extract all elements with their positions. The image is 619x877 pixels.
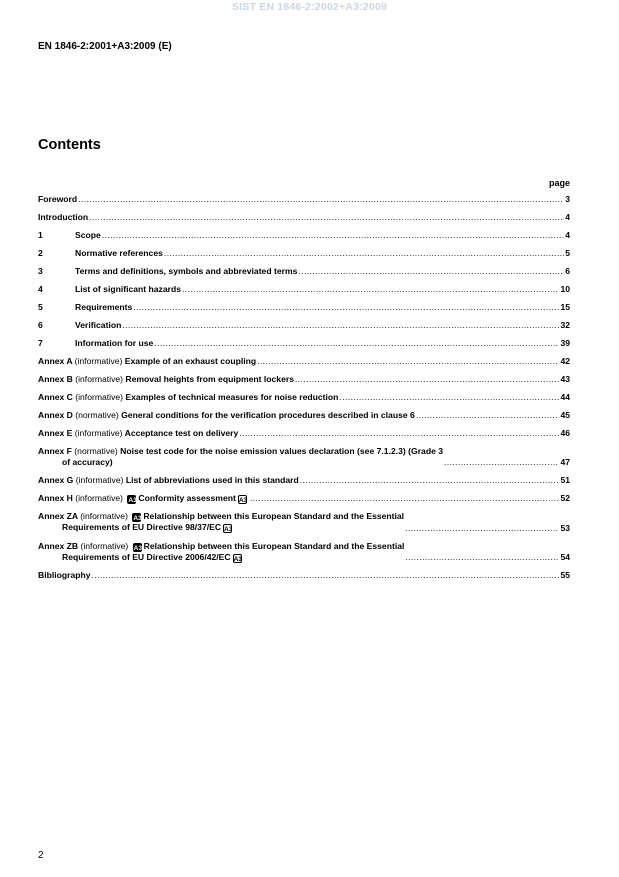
page-number: 2 bbox=[38, 850, 44, 861]
toc-entry-title: Normative references bbox=[75, 248, 163, 258]
toc-entry-introduction[interactable] bbox=[38, 212, 570, 223]
annex-title: Conformity assessment bbox=[138, 492, 236, 503]
contents-heading: Contents bbox=[38, 137, 101, 153]
annex-title-continued bbox=[38, 522, 404, 533]
annex-kind: (informative) bbox=[75, 492, 124, 503]
annex-title-line2: Requirements of EU Directive 2006/42/EC bbox=[62, 551, 231, 562]
toc-entry-information-for-use[interactable] bbox=[38, 338, 570, 349]
annex-kind: (informative) bbox=[74, 428, 123, 438]
toc-entry-page: 45 bbox=[560, 410, 570, 420]
dot-leader bbox=[89, 212, 564, 223]
dot-leader bbox=[444, 457, 559, 468]
toc-entry-number: 5 bbox=[38, 302, 43, 312]
toc-entry-page: 4 bbox=[565, 230, 570, 240]
toc-entry-page: 53 bbox=[560, 522, 570, 533]
toc-entry-title: Information for use bbox=[75, 338, 154, 348]
annex-kind: (normative) bbox=[75, 410, 119, 420]
annex-title-line2: Requirements of EU Directive 98/37/EC bbox=[62, 522, 222, 532]
annex-label: Annex H bbox=[38, 492, 73, 503]
toc-annex-heading bbox=[38, 356, 256, 367]
annex-kind: (informative) bbox=[75, 392, 124, 402]
toc-entry-page: 39 bbox=[560, 338, 570, 348]
toc-annex-heading bbox=[38, 410, 415, 421]
annex-kind: (informative) bbox=[74, 356, 123, 366]
toc-entry-page: 47 bbox=[560, 456, 570, 467]
dot-leader bbox=[250, 493, 560, 504]
toc-entry-title: Terms and definitions, symbols and abbreviated terms bbox=[75, 266, 298, 276]
toc-entry-annex-za[interactable] bbox=[38, 511, 570, 533]
toc-annex-heading bbox=[38, 374, 294, 385]
toc-entry-annex-h[interactable] bbox=[38, 493, 570, 504]
annex-label: Annex G bbox=[38, 474, 74, 485]
toc-entry-number: 2 bbox=[38, 248, 43, 258]
annex-title: General conditions for the verification procedures described in clause 6 bbox=[121, 410, 415, 420]
watermark: SIST EN 1846-2:2002+A3:2009 bbox=[231, 1, 388, 13]
annex-kind: (informative) bbox=[80, 540, 129, 551]
toc-entry-annex-f[interactable] bbox=[38, 446, 570, 467]
toc-entry-annex-e[interactable] bbox=[38, 428, 570, 439]
toc-entry-number: 6 bbox=[38, 320, 43, 330]
toc-annex-heading bbox=[38, 541, 404, 563]
toc-entry-page: 44 bbox=[560, 392, 570, 402]
dot-leader bbox=[416, 410, 560, 421]
document-id: EN 1846-2:2001+A3:2009 (E) bbox=[38, 41, 172, 52]
dot-leader bbox=[122, 320, 559, 331]
dot-leader bbox=[257, 356, 559, 367]
toc-entry-title: List of significant hazards bbox=[75, 284, 182, 294]
annex-title: Relationship between this European Standard and the Essential bbox=[143, 540, 405, 551]
annex-title: Relationship between this European Standard and the Essential bbox=[143, 511, 405, 521]
annex-title: Acceptance test on delivery bbox=[124, 428, 239, 438]
dot-leader bbox=[102, 230, 564, 241]
annex-kind: (informative) bbox=[75, 474, 124, 485]
annex-label: Annex C bbox=[38, 392, 73, 402]
toc-entry-page: 10 bbox=[560, 284, 570, 294]
toc-entry-page: 5 bbox=[565, 248, 570, 258]
toc-entry-page: 4 bbox=[565, 212, 570, 222]
annex-kind: (normative) bbox=[74, 446, 118, 456]
toc-entry-page: 42 bbox=[560, 356, 570, 366]
amendment-end-icon: A3 bbox=[233, 555, 242, 563]
toc-entry-page: 15 bbox=[560, 302, 570, 312]
annex-title: Noise test code for the noise emission values declaration (see 7.1.2.3) (Grade 3 bbox=[120, 446, 444, 456]
table-of-contents bbox=[38, 194, 570, 588]
toc-entry-title: Verification bbox=[75, 320, 122, 330]
amendment-end-icon: A3 bbox=[224, 526, 233, 533]
toc-entry-page: 32 bbox=[560, 320, 570, 330]
toc-entry-normative-references[interactable] bbox=[38, 248, 570, 259]
annex-label: Annex ZB bbox=[38, 540, 79, 551]
toc-entry-scope[interactable] bbox=[38, 230, 570, 241]
annex-title-continued: of accuracy) bbox=[62, 456, 113, 467]
toc-entry-significant-hazards[interactable] bbox=[38, 284, 570, 295]
toc-entry-page: 6 bbox=[565, 266, 570, 276]
toc-entry-page: 52 bbox=[560, 493, 570, 503]
dot-leader bbox=[154, 338, 559, 349]
toc-entry-page: 51 bbox=[560, 474, 570, 485]
toc-annex-heading bbox=[38, 475, 299, 486]
dot-leader bbox=[298, 266, 564, 277]
toc-entry-foreword[interactable] bbox=[38, 194, 570, 205]
amendment-start-icon: A3 bbox=[133, 544, 142, 552]
toc-entry-number: 7 bbox=[38, 338, 43, 348]
dot-leader bbox=[295, 374, 559, 385]
dot-leader bbox=[92, 570, 560, 581]
toc-entry-annex-a[interactable] bbox=[38, 356, 570, 367]
toc-entry-page: 46 bbox=[560, 428, 570, 438]
dot-leader bbox=[182, 284, 559, 295]
annex-label: Annex E bbox=[38, 428, 73, 438]
amendment-start-icon: A3 bbox=[133, 515, 142, 522]
toc-entry-annex-c[interactable] bbox=[38, 392, 570, 403]
toc-annex-heading bbox=[38, 493, 249, 504]
toc-entry-title: Requirements bbox=[75, 302, 133, 312]
dot-leader bbox=[239, 428, 559, 439]
dot-leader bbox=[133, 302, 559, 313]
annex-label: Annex B bbox=[38, 374, 73, 384]
annex-kind: (informative) bbox=[75, 374, 124, 384]
page-column-label: page bbox=[548, 178, 570, 188]
toc-entry-page: 54 bbox=[560, 552, 570, 562]
annex-label: Annex A bbox=[38, 356, 73, 366]
toc-entry-page: 43 bbox=[560, 374, 570, 384]
annex-title: Examples of technical measures for noise reduction bbox=[125, 392, 339, 402]
annex-label: Annex ZA bbox=[38, 511, 78, 521]
toc-entry-title: Bibliography bbox=[38, 570, 91, 580]
toc-entry-number: 4 bbox=[38, 284, 43, 294]
toc-entry-annex-d[interactable] bbox=[38, 410, 570, 421]
annex-label: Annex D bbox=[38, 410, 73, 420]
toc-annex-heading bbox=[38, 428, 238, 439]
annex-title: List of abbreviations used in this standard bbox=[125, 474, 299, 485]
annex-title: Example of an exhaust coupling bbox=[124, 356, 257, 366]
dot-leader bbox=[164, 248, 564, 259]
toc-entry-title: Introduction bbox=[38, 212, 89, 222]
toc-annex-heading bbox=[38, 511, 404, 533]
annex-heading-line bbox=[38, 541, 404, 552]
toc-entry-number: 1 bbox=[38, 230, 43, 240]
annex-heading-line bbox=[38, 446, 443, 457]
annex-kind: (informative) bbox=[80, 511, 128, 521]
amendment-start-icon: A3 bbox=[128, 496, 137, 504]
toc-entry-annex-b[interactable] bbox=[38, 374, 570, 385]
toc-entry-title: Scope bbox=[75, 230, 101, 240]
toc-entry-annex-zb[interactable] bbox=[38, 541, 570, 563]
toc-entry-annex-g[interactable] bbox=[38, 475, 570, 486]
toc-annex-heading bbox=[38, 392, 338, 403]
toc-entry-terms-definitions[interactable] bbox=[38, 266, 570, 277]
annex-heading-line bbox=[38, 511, 404, 522]
annex-title: Removal heights from equipment lockers bbox=[125, 374, 294, 384]
dot-leader bbox=[300, 475, 560, 486]
toc-entry-page: 55 bbox=[560, 570, 570, 580]
dot-leader bbox=[405, 523, 559, 534]
toc-entry-verification[interactable] bbox=[38, 320, 570, 331]
toc-entry-bibliography[interactable] bbox=[38, 570, 570, 581]
dot-leader bbox=[78, 194, 564, 205]
annex-title-continued bbox=[38, 552, 404, 563]
dot-leader bbox=[339, 392, 559, 403]
toc-entry-number: 3 bbox=[38, 266, 43, 276]
annex-label: Annex F bbox=[38, 446, 72, 456]
toc-entry-title: Foreword bbox=[38, 194, 78, 204]
dot-leader bbox=[405, 552, 559, 563]
toc-annex-heading bbox=[38, 446, 443, 467]
toc-entry-page: 3 bbox=[565, 194, 570, 204]
amendment-end-icon: A3 bbox=[238, 496, 248, 504]
toc-entry-requirements[interactable] bbox=[38, 302, 570, 313]
